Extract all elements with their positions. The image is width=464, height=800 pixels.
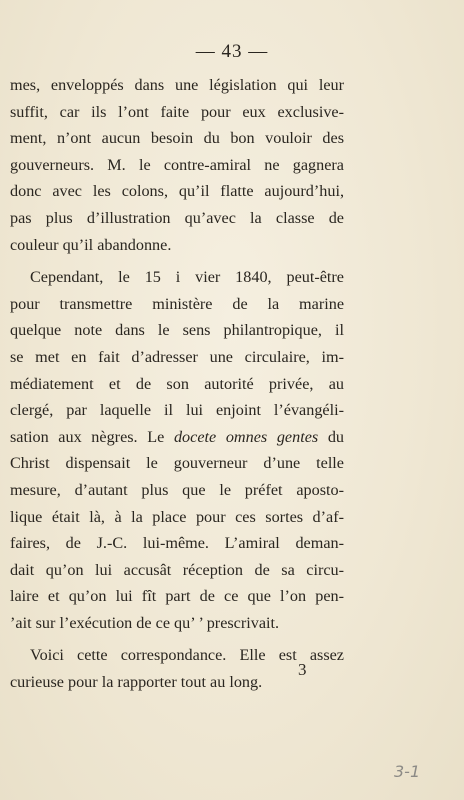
text-line: clergé, par laquelle il lui enjoint l’évangéli-	[10, 401, 344, 420]
text-line: se met en fait d’adresser une circulaire, im-	[10, 347, 344, 366]
text-line: laire et qu’on lui fît part de ce que l’on pen-	[10, 587, 344, 606]
paragraph-start-line: Voici cette correspondance. Elle est assez	[30, 646, 344, 665]
pencil-annotation: 3-1	[394, 762, 421, 781]
text-line: mesure, d’autant plus que le préfet aposto-	[10, 480, 344, 499]
text-line: curieuse pour la rapporter tout au long.	[10, 673, 263, 692]
paragraph-start-line: Cependant, le 15 i vier 1840, peut-être	[30, 268, 344, 287]
text-line: médiatement et de son autorité privée, au	[10, 374, 344, 393]
text-segment: du	[327, 427, 345, 446]
text-line: pour transmettre ministère de la marine	[10, 294, 344, 313]
text-line: mes, enveloppés dans une législation qui leur	[10, 76, 344, 94]
text-line: faires, de J.-C. lui-même. L’amiral deman-	[10, 534, 344, 553]
text-line: suffit, car ils l’ont faite pour eux exclusive-	[10, 102, 344, 121]
text-line: gouverneurs. M. le contre-amiral ne gagnera	[10, 155, 344, 174]
text-line: ’ait sur l’exécution de ce qu’ ’ prescrivait.	[10, 613, 280, 632]
text-line-with-italic	[10, 424, 344, 451]
text-segment: sation aux nègres. Le	[10, 427, 165, 446]
latin-quote: docete omnes gentes	[173, 427, 319, 446]
text-line: lique était là, à la place pour ces sortes d’af-	[10, 507, 344, 526]
text-line: pas plus d’illustration qu’avec la classe de	[10, 208, 344, 227]
text-line: quelque note dans le sens philantropique, il	[10, 321, 344, 340]
text-line: ment, n’ont aucun besoin du bon vouloir des	[10, 129, 344, 148]
text-line: couleur qu’il abandonne.	[10, 235, 172, 254]
text-line: donc avec les colons, qu’il flatte aujourd’hui,	[10, 182, 344, 201]
text-line: dait qu’on lui accusât réception de sa circu-	[10, 560, 344, 579]
signature-mark: 3	[298, 660, 307, 679]
text-line: Christ dispensait le gouverneur d’une telle	[10, 454, 344, 473]
page-number: — 43 —	[195, 41, 269, 62]
body-text	[10, 72, 344, 696]
